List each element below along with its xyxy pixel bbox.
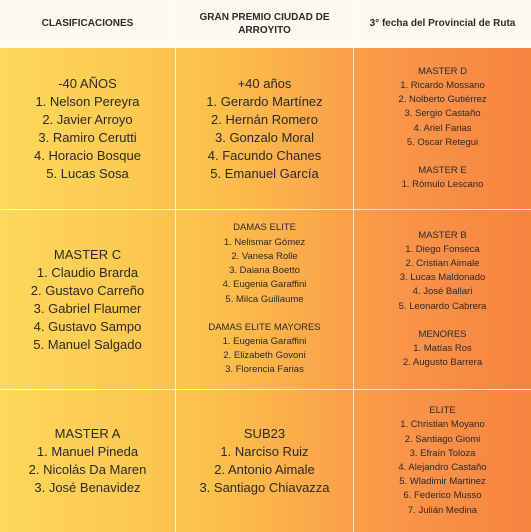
category-cell xyxy=(354,210,531,390)
result-entry: 1. Nelismar Gómez xyxy=(223,236,306,248)
result-entry: 3. Santiago Chiavazza xyxy=(199,480,330,495)
result-entry: 6. Federico Musso xyxy=(403,490,482,502)
result-entry: 4. Ariel Farias xyxy=(413,122,472,134)
category-cell xyxy=(354,390,531,532)
category-title: MASTER E xyxy=(418,164,467,176)
result-entry: 2. Hernán Romero xyxy=(211,111,318,127)
category-title: DAMAS ELITE MAYORES xyxy=(208,321,321,333)
result-entry: 1. Narciso Ruiz xyxy=(220,444,309,459)
category-title: ELITE xyxy=(429,405,456,417)
result-entry: 2. Nolberto Gutiérrez xyxy=(398,94,487,106)
result-entry: 4. José Ballari xyxy=(412,286,473,298)
result-entry: 3. Daiana Boetto xyxy=(229,265,300,277)
result-entry: 3. Gonzalo Moral xyxy=(214,129,314,145)
result-entry: 5. Milca Guillaume xyxy=(225,293,304,305)
result-entry: 1. Gerardo Martínez xyxy=(206,93,323,109)
category-group xyxy=(31,246,144,354)
result-entry: 1. Nelson Pereyra xyxy=(35,93,140,109)
result-entry: 5. Wladimir Martinez xyxy=(399,476,486,488)
result-entry: 3. Gabriel Flaumer xyxy=(33,300,142,316)
category-title: MASTER C xyxy=(53,246,122,262)
result-entry: 2. Antonio Aimale xyxy=(214,462,315,477)
result-entry: 1. Claudio Brarda xyxy=(36,264,139,280)
category-title: MENORES xyxy=(418,328,467,340)
category-group xyxy=(398,404,486,518)
result-entry: 3. Ramiro Cerutti xyxy=(38,129,137,145)
category-group xyxy=(398,65,486,150)
result-entry: 3. Florencia Farias xyxy=(225,364,304,376)
result-entry: 1. Christian Moyano xyxy=(400,419,485,431)
category-cell xyxy=(0,210,176,390)
result-entry: 1. Diego Fonseca xyxy=(405,243,480,255)
category-cell xyxy=(0,390,176,532)
category-group xyxy=(29,425,147,497)
result-entry: 2. Vanesa Rolle xyxy=(231,250,298,262)
result-entry: 1. Ricardo Mossano xyxy=(400,79,485,91)
result-entry: 4. Horacio Bosque xyxy=(34,147,141,163)
result-entry: 5. Manuel Salgado xyxy=(33,336,142,352)
result-entry: 2. Santiago Giomi xyxy=(404,433,481,445)
result-entry: 4. Alejandro Castaño xyxy=(398,462,487,473)
result-entry: 1. Eugenia Garaffini xyxy=(222,335,307,347)
result-entry: 3. José Benavidez xyxy=(34,480,141,495)
category-cell xyxy=(176,210,354,390)
category-cell xyxy=(354,48,531,210)
result-entry: 4. Facundo Chanes xyxy=(207,147,322,163)
result-entry: 1. Matías Ros xyxy=(413,343,472,354)
category-group xyxy=(34,75,141,183)
result-entry: 4. Eugenia Garaffini xyxy=(222,279,307,291)
category-title: +40 años xyxy=(237,75,292,91)
category-title: MASTER A xyxy=(54,426,121,441)
result-entry: 1. Manuel Pineda xyxy=(36,444,139,459)
header-clasificaciones: CLASIFICACIONES xyxy=(0,0,176,48)
result-entry: 3. Lucas Maldonado xyxy=(399,272,486,284)
result-entry: 7. Julián Medina xyxy=(407,504,478,516)
result-entry: 4. Gustavo Sampo xyxy=(33,318,142,334)
category-cell xyxy=(176,48,354,210)
category-group xyxy=(399,229,487,314)
header-provincial: 3° fecha del Provincial de Ruta xyxy=(354,0,531,48)
result-entry: 3. Efraín Toloza xyxy=(409,447,476,459)
result-entry: 2. Augusto Barrera xyxy=(402,357,483,369)
result-entry: 5. Oscar Retegui xyxy=(406,136,479,148)
category-title: SUB23 xyxy=(243,426,286,441)
category-group xyxy=(223,221,307,306)
result-entry: 2. Gustavo Carreño xyxy=(30,282,145,298)
category-group xyxy=(403,328,482,371)
category-group xyxy=(208,321,320,378)
result-entry: 3. Sergio Castaño xyxy=(404,108,481,120)
category-cell xyxy=(0,48,176,210)
result-entry: 2. Elizabeth Govoni xyxy=(223,350,306,362)
result-entry: 2. Cristian Aimale xyxy=(405,257,480,269)
category-title: DAMAS ELITE xyxy=(233,222,296,234)
category-cell xyxy=(176,390,354,532)
header-gran-premio: GRAN PREMIO CIUDAD DE ARROYITO xyxy=(176,0,354,48)
result-entry: 2. Javier Arroyo xyxy=(42,111,133,127)
category-group xyxy=(206,75,322,183)
category-title: -40 AÑOS xyxy=(58,75,117,91)
category-title: MASTER B xyxy=(418,229,467,241)
result-entry: 5. Lucas Sosa xyxy=(46,165,129,181)
result-entry: 2. Nicolás Da Maren xyxy=(28,462,147,477)
result-entry: 5. Emanuel García xyxy=(210,165,319,181)
result-entry: 5. Leonardo Cabrera xyxy=(398,300,487,312)
category-group xyxy=(199,425,329,497)
category-group xyxy=(402,164,484,192)
category-title: MASTER D xyxy=(417,65,468,77)
result-entry: 1. Rómulo Lescano xyxy=(401,179,484,191)
